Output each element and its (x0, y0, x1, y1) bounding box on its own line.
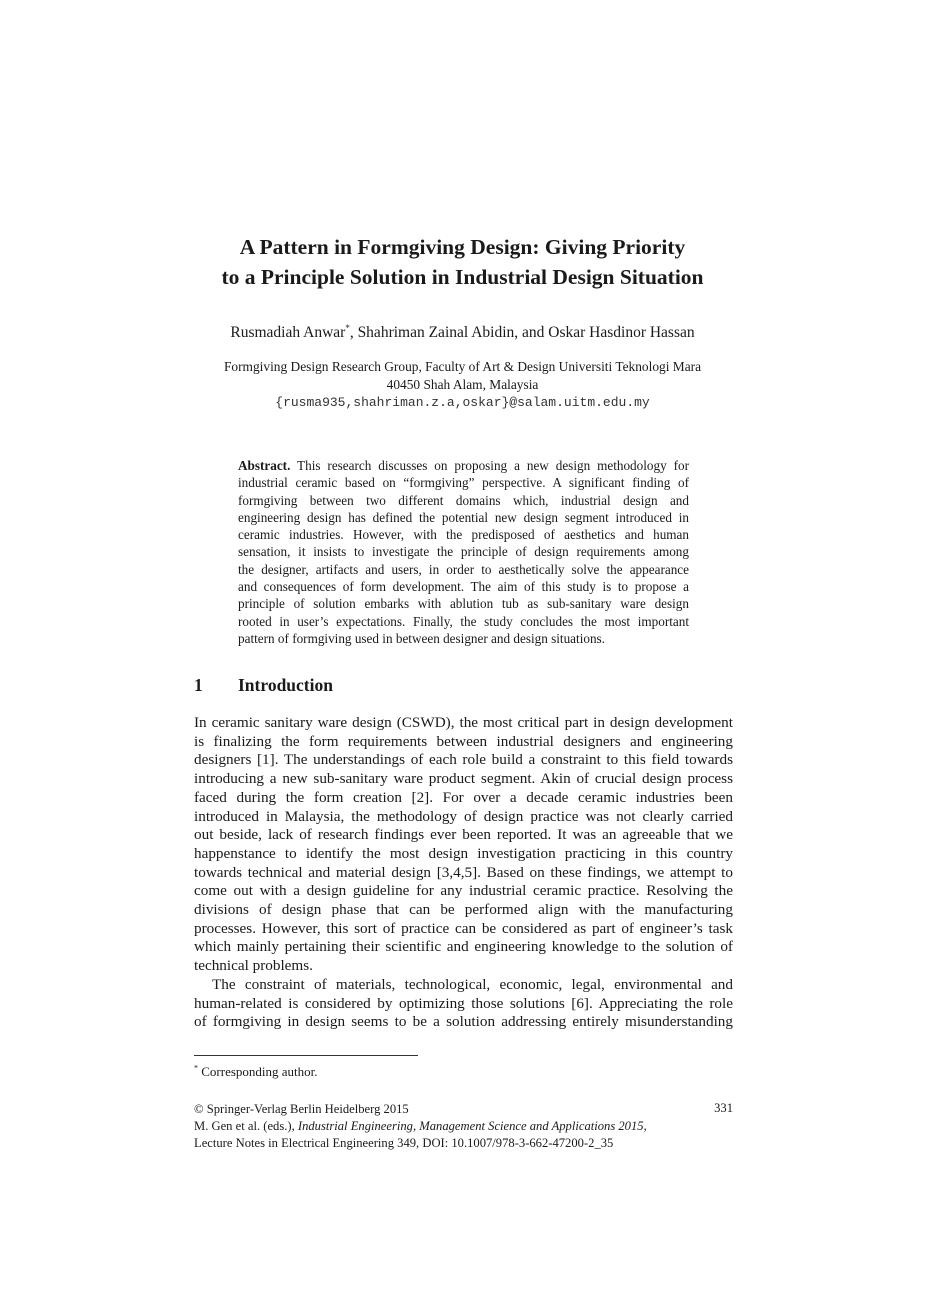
abstract-line: and consequences of form development. The aim of this study is to propose a (238, 579, 689, 595)
footnote-text: Corresponding author. (198, 1064, 318, 1079)
body-line: technical problems. (194, 957, 313, 975)
body-line: divisions of design phase that can be performed align with the manufacturing (194, 901, 733, 919)
book-title: Industrial Engineering, Management Science and Applications 2015, (297, 1119, 647, 1133)
author-list (0, 324, 925, 342)
abstract (238, 457, 689, 647)
body-text (194, 714, 733, 1032)
abstract-line: formgiving between two different domains which, industrial design and (238, 492, 689, 508)
abstract-line: principle of solution embarks with ablution tub as sub-sanitary ware design (238, 596, 689, 612)
abstract-line: pattern of formgiving used in between designer and design situations. (238, 630, 605, 646)
series-line: Lecture Notes in Electrical Engineering 349, DOI: 10.1007/978-3-662-47200-2_35 (194, 1136, 614, 1150)
affiliation-line-1: Formgiving Design Research Group, Faculty of Art & Design Universiti Teknologi Mara (223, 359, 702, 374)
abstract-line (238, 457, 689, 474)
corresponding-author-mark: * (345, 322, 350, 333)
body-line: which mainly pertaining their scientific and engineering knowledge to the solution of (194, 938, 733, 956)
body-line: introduced in Malaysia, the methodology of design practice was not clearly carried (194, 807, 733, 825)
abstract-label: Abstract. (238, 458, 291, 473)
body-line: human-related is considered by optimizing those solutions [6]. Appreciating the role (194, 994, 733, 1012)
body-line: designers [1]. The understandings of each role build a constraint to this field towards (194, 751, 733, 769)
abstract-line: sensation, it insists to investigate the principle of design requirements among (238, 544, 689, 560)
section-title: Introduction (238, 675, 333, 695)
body-line: towards technical and material design [3,4,5]. Based on these findings, we attempt to (194, 863, 733, 881)
affiliation-line-2: 40450 Shah Alam, Malaysia (386, 377, 539, 392)
body-line: out beside, lack of research findings ever been reported. It was an agreeable that we (194, 826, 733, 844)
footnote-divider (194, 1055, 418, 1056)
citation-line (194, 1118, 733, 1135)
abstract-line: ceramic industries. However, with the predisposed of aesthetics and human (238, 527, 689, 543)
abstract-line: industrial ceramic based on “formgiving” perspective. A significant finding of (238, 475, 689, 491)
title-line-1: A Pattern in Formgiving Design: Giving Priority (239, 235, 686, 259)
body-line: The constraint of materials, technological, economic, legal, environmental and (212, 975, 733, 993)
abstract-line: the designer, artifacts and users, in order to aesthetically solve the appearance (238, 561, 689, 577)
page-number: 331 (714, 1101, 733, 1115)
body-line: happenstance to identify the most design investigation practicing in this country (194, 844, 733, 862)
section-heading (194, 675, 333, 696)
title-line-2: to a Principle Solution in Industrial Design Situation (221, 265, 704, 289)
abstract-line: rooted in user’s expectations. Finally, the study concludes the most important (238, 613, 689, 629)
section-number: 1 (194, 675, 203, 695)
abstract-line: engineering design has defined the potential new design segment introduced in (238, 509, 689, 525)
body-line: of formgiving in design seems to be a solution addressing entirely misunderstanding (194, 1013, 733, 1031)
footnote (194, 1064, 318, 1080)
author-others: , Shahriman Zainal Abidin, and Oskar Hasdinor Hassan (349, 324, 695, 341)
copyright-line: © Springer-Verlag Berlin Heidelberg 2015 (194, 1102, 409, 1116)
body-line: In ceramic sanitary ware design (CSWD), the most critical part in design development (194, 714, 733, 731)
author-emails[interactable]: {rusma935,shahriman.z.a,oskar}@salam.uitm.edu.my (275, 395, 650, 410)
affiliation (0, 358, 925, 412)
footnote-mark: * (194, 1063, 198, 1073)
publication-imprint (194, 1101, 733, 1152)
editors: M. Gen et al. (eds.), (194, 1119, 298, 1133)
author-first: Rusmadiah Anwar (230, 324, 346, 341)
body-line: introducing a new sub-sanitary ware product segment. Akin of crucial design process (194, 770, 733, 788)
paper-title (0, 232, 925, 292)
body-line: is finalizing the form requirements between industrial designers and engineering (194, 732, 733, 750)
body-line: come out with a design guideline for any industrial ceramic practice. Resolving the (194, 882, 733, 900)
body-line: faced during the form creation [2]. For over a decade ceramic industries been (194, 788, 733, 806)
abstract-first-text: This research discusses on proposing a new design methodology for (290, 458, 689, 473)
body-line: processes. However, this sort of practice can be considered as part of engineer’s task (194, 919, 733, 937)
